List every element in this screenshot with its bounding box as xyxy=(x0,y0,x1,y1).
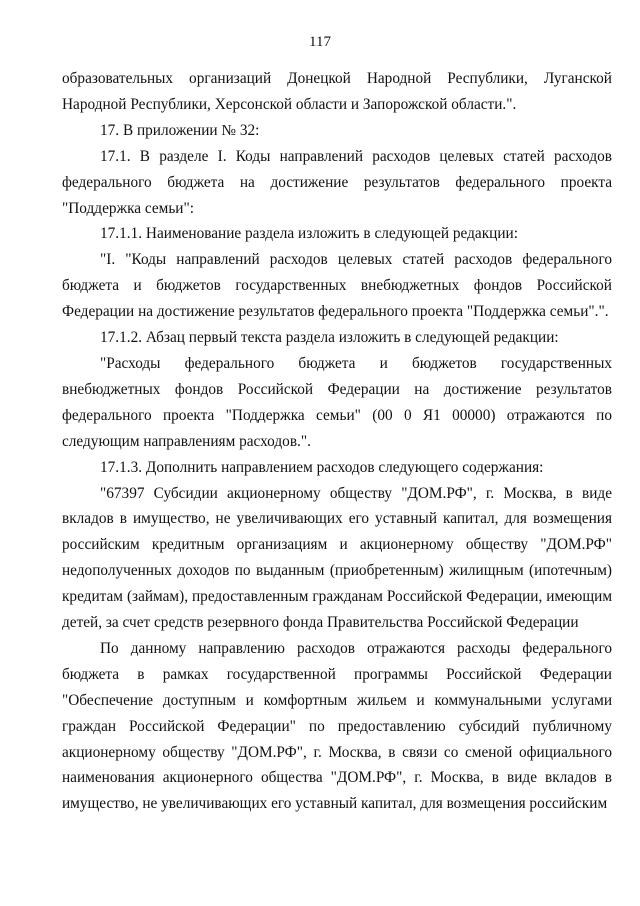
paragraph-expense-code-67397: "67397 Субсидии акционерному обществу "ДОМ.РФ", г. Москва, в виде вкладов в имущество, не увеличивающих его уставный капитал, для возмещения российским кредитным организациям и акционерному обществу "ДОМ.РФ" недополученных доходов по выданным (приобретенным) жилищным (ипотечным) кредитам (займам), предоставленным гражданам Российской Федерации, имеющим детей, за счет средств резервного фонда Правительства Российской Федерации xyxy=(62,484,612,632)
paragraph-item-17-1-2: 17.1.2. Абзац первый текста раздела изложить в следующей редакции: xyxy=(100,329,559,347)
paragraph-item-17-1: 17.1. В разделе I. Коды направлений расходов целевых статей расходов федерального бюджета на достижение результатов федерального проекта "Поддержка семьи": xyxy=(62,147,612,217)
paragraph-section-text-quote: "Расходы федерального бюджета и бюджетов государственных внебюджетных фондов Российской Федерации на достижение результатов федерального проекта "Поддержка семьи" (00 0 Я1 00000) отражаются по следующим направлениям расходов.". xyxy=(62,354,612,450)
page-number: 117 xyxy=(309,34,331,50)
paragraph-expense-description: По данному направлению расходов отражаются расходы федерального бюджета в рамках государственной программы Российской Федерации "Обеспечение доступным и комфортным жильем и коммунальными услугами граждан Российской Федерации" по предоставлению субсидий публичному акционерному обществу "ДОМ.РФ", г. Москва, в связи со сменой официального наименования акционерного общества "ДОМ.РФ", г. Москва, в виде вкладов в имущество, не увеличивающих его уставный капитал, для возмещения российским xyxy=(62,639,612,813)
paragraph-item-17-1-1: 17.1.1. Наименование раздела изложить в следующей редакции: xyxy=(100,225,518,243)
paragraph-item-17-1-3: 17.1.3. Дополнить направлением расходов следующего содержания: xyxy=(100,458,544,476)
paragraph-item-17: 17. В приложении № 32: xyxy=(100,121,260,139)
paragraph-continuation: образовательных организаций Донецкой Народной Республики, Луганской Народной Республики, Херсонской области и Запорожской области.". xyxy=(62,70,612,113)
paragraph-section-title-quote: "I. "Коды направлений расходов целевых статей расходов федерального бюджета и бюджетов государственных внебюджетных фондов Российской Федерации на достижение результатов федерального проекта "Поддержка семьи".". xyxy=(62,251,612,321)
document-body xyxy=(62,66,612,817)
